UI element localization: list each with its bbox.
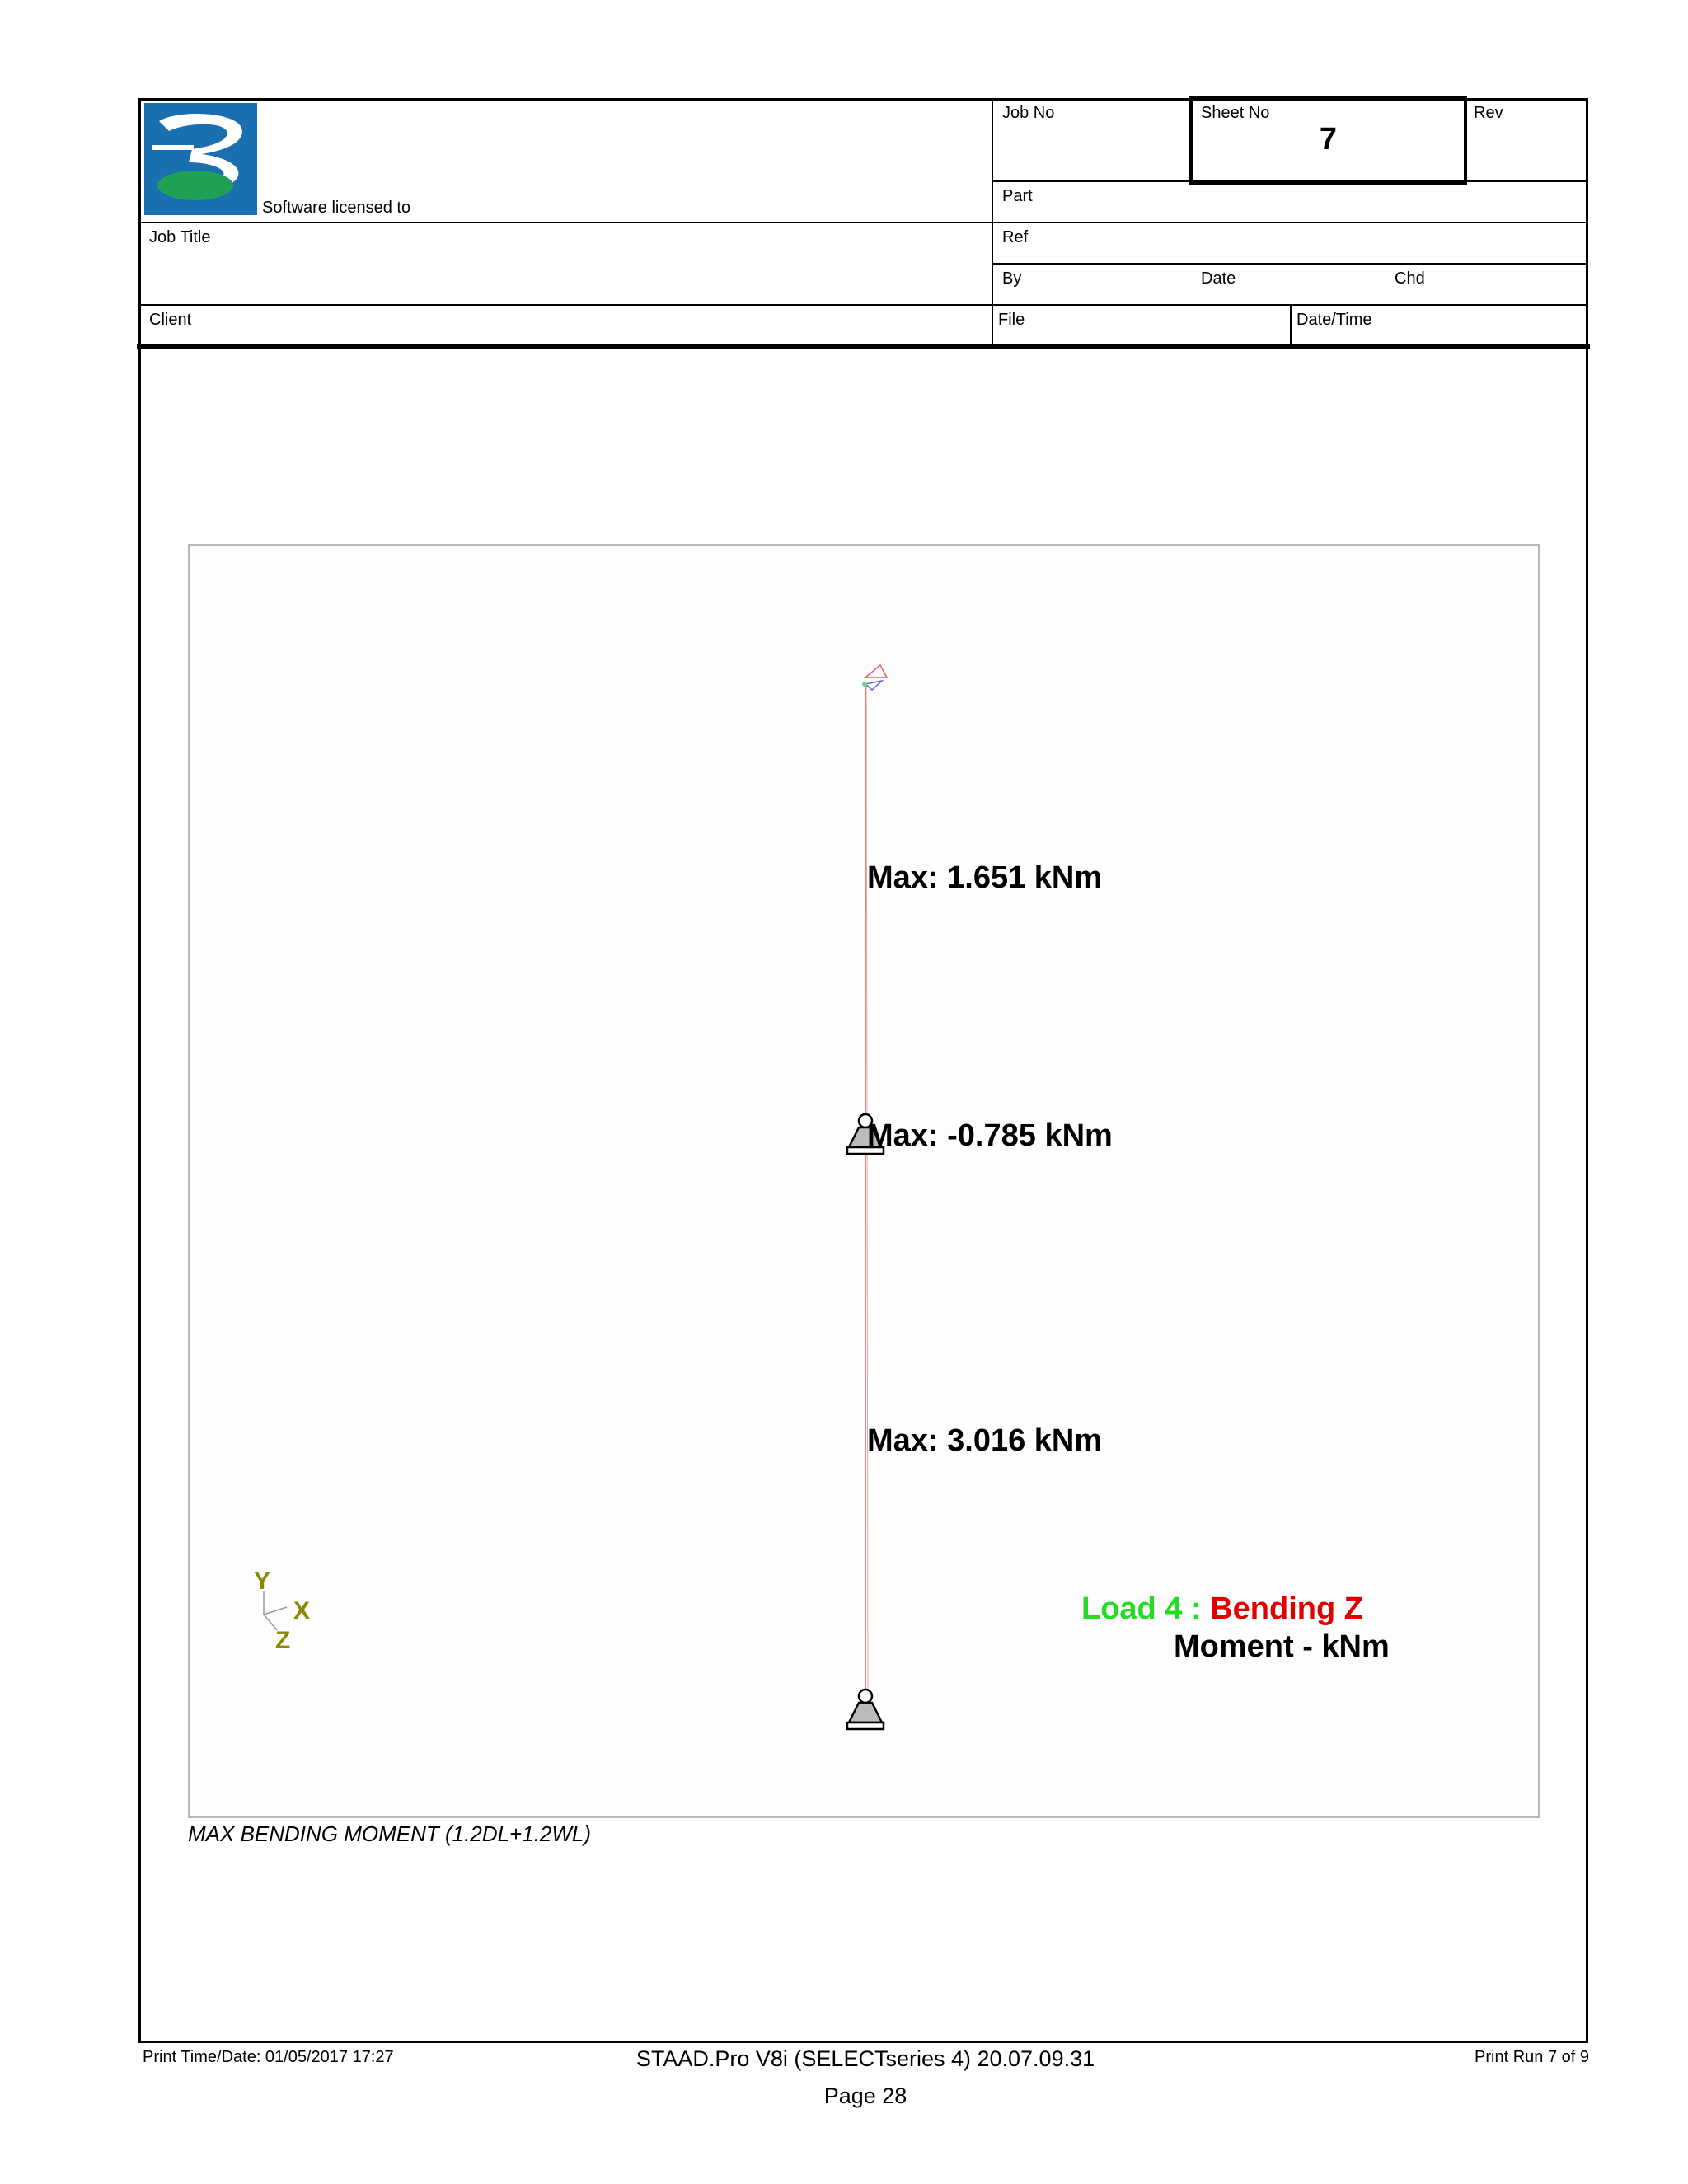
header-divider — [992, 263, 1588, 265]
licensed-label: Software licensed to — [262, 199, 411, 217]
moment-curve — [867, 1122, 868, 1691]
print-run-label: Print Run 7 of 9 — [1475, 2048, 1589, 2066]
sheet-no-value: 7 — [1319, 122, 1338, 157]
max-label-2: Max: -0.785 kNm — [867, 1118, 1113, 1153]
diagram-caption: MAX BENDING MOMENT (1.2DL+1.2WL) — [188, 1821, 592, 1846]
part-label: Part — [1002, 187, 1033, 205]
chd-label: Chd — [1395, 269, 1425, 288]
header-divider — [1290, 304, 1292, 345]
bending-label: Bending Z — [1210, 1591, 1363, 1626]
max-label-1: Max: 1.651 kNm — [867, 860, 1103, 895]
software-version-label: STAAD.Pro V8i (SELECTseries 4) 20.07.09.31 — [635, 2046, 1095, 2071]
axis-z-label: Z — [275, 1627, 291, 1654]
load-label: Load 4 : — [1081, 1591, 1211, 1626]
page-number-label: Page 28 — [823, 2083, 907, 2108]
top-node-arrows — [862, 665, 887, 690]
bentley-logo — [144, 103, 257, 215]
load-legend — [1081, 1591, 1363, 1626]
date-label: Date — [1201, 269, 1236, 288]
ref-label: Ref — [1002, 228, 1029, 246]
job-title-label: Job Title — [149, 228, 211, 246]
job-no-label: Job No — [1002, 104, 1055, 122]
datetime-label: Date/Time — [1296, 311, 1372, 329]
header-divider — [138, 222, 1588, 223]
client-label: Client — [149, 311, 192, 329]
header-bottom-rule — [137, 344, 1590, 349]
max-label-3: Max: 3.016 kNm — [867, 1423, 1103, 1458]
diagram-panel — [188, 544, 1540, 1818]
axis-y-label: Y — [254, 1568, 271, 1595]
moment-units-label: Moment - kNm — [1174, 1629, 1390, 1664]
sheet-no-label: Sheet No — [1201, 104, 1270, 122]
bending-moment-diagram — [190, 546, 1538, 1816]
axis-triad — [254, 1568, 310, 1654]
axis-x-label: X — [293, 1597, 311, 1624]
header-divider — [138, 304, 1588, 306]
rev-label: Rev — [1474, 104, 1503, 122]
file-label: File — [998, 311, 1025, 329]
bottom-support-icon — [847, 1690, 884, 1729]
by-label: By — [1002, 269, 1022, 288]
moment-curve — [866, 686, 867, 1122]
print-time-label: Print Time/Date: 01/05/2017 17:27 — [143, 2048, 394, 2066]
